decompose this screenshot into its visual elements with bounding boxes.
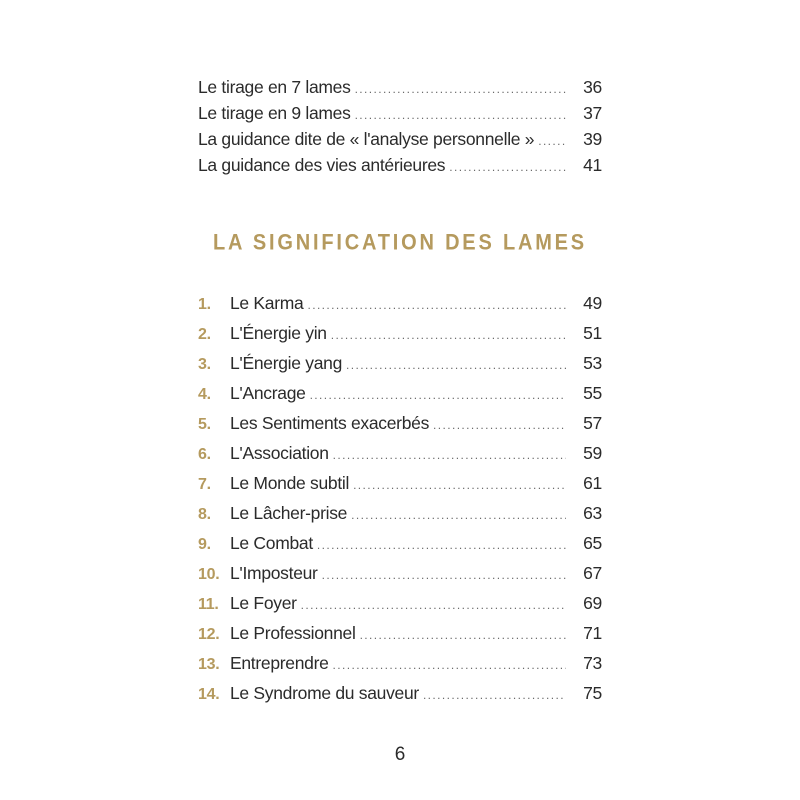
toc-entry-page: 59 [583, 443, 602, 463]
toc-numbered-list [198, 288, 602, 708]
toc-entry-title: La guidance des vies antérieures [198, 155, 446, 175]
toc-entry-title: Le Lâcher-prise [230, 503, 348, 523]
entry-number: 13. [198, 656, 220, 673]
toc-numbered-entry [198, 618, 602, 648]
toc-numbered-entry [198, 558, 602, 588]
toc-entry-title: Le Syndrome du sauveur [230, 683, 419, 703]
dot-leader [433, 410, 566, 440]
page-number: 6 [394, 744, 406, 765]
toc-entry-page: 73 [583, 653, 602, 673]
toc-numbered-entry [198, 468, 602, 498]
toc-numbered-entry [198, 348, 602, 378]
toc-numbered-entry [198, 408, 602, 438]
dot-leader [317, 530, 566, 560]
toc-entry-page: 57 [583, 413, 602, 433]
dot-leader [449, 154, 566, 180]
toc-entry-page: 53 [583, 353, 602, 373]
dot-leader [355, 102, 566, 128]
entry-number: 14. [198, 686, 220, 703]
entry-number: 3. [198, 356, 211, 373]
entry-number: 1. [198, 296, 211, 313]
toc-entry-title: Le Professionnel [230, 623, 356, 643]
toc-numbered-entry [198, 318, 602, 348]
entry-number: 9. [198, 536, 211, 553]
toc-entry-page: 55 [583, 383, 602, 403]
toc-entry [198, 100, 602, 126]
toc-numbered-entry [198, 588, 602, 618]
toc-entry-title: Le tirage en 7 lames [198, 77, 351, 97]
toc-entry-title: Entreprendre [230, 653, 329, 673]
dot-leader [538, 128, 566, 154]
dot-leader [322, 560, 566, 590]
toc-entry [198, 152, 602, 178]
entry-number: 2. [198, 326, 211, 343]
toc-numbered-entry [198, 438, 602, 468]
entry-number: 8. [198, 506, 211, 523]
entry-number: 7. [198, 476, 211, 493]
entry-number: 5. [198, 416, 211, 433]
entry-number: 4. [198, 386, 211, 403]
toc-numbered-entry [198, 648, 602, 678]
toc-entry-page: 71 [583, 623, 602, 643]
toc-entry-page: 61 [583, 473, 602, 493]
dot-leader [331, 320, 566, 350]
entry-number: 12. [198, 626, 220, 643]
toc-entry [198, 74, 602, 100]
toc-entry-page: 65 [583, 533, 602, 553]
toc-entry-page: 36 [583, 77, 602, 97]
toc-numbered-entry [198, 498, 602, 528]
toc-entry-page: 49 [583, 293, 602, 313]
entry-number: 6. [198, 446, 211, 463]
toc-entry-page: 39 [583, 129, 602, 149]
entry-number: 11. [198, 596, 219, 613]
dot-leader [353, 470, 566, 500]
toc-entry-page: 51 [583, 323, 602, 343]
dot-leader [355, 76, 566, 102]
dot-leader [333, 440, 566, 470]
toc-numbered-entry [198, 678, 602, 708]
toc-entry-page: 41 [583, 155, 602, 175]
toc-entry-title: L'Énergie yin [230, 323, 327, 343]
dot-leader [307, 290, 566, 320]
dot-leader [301, 590, 566, 620]
toc-numbered-entry [198, 528, 602, 558]
dot-leader [360, 620, 566, 650]
entry-number: 10. [198, 566, 220, 583]
toc-entry-title: Les Sentiments exacerbés [230, 413, 430, 433]
toc-entry-page: 67 [583, 563, 602, 583]
toc-entry-title: Le Monde subtil [230, 473, 350, 493]
toc-entry-page: 75 [583, 683, 602, 703]
dot-leader [310, 380, 566, 410]
toc-entry [198, 126, 602, 152]
toc-entry-title: Le Foyer [230, 593, 297, 613]
toc-entry-title: Le Karma [230, 293, 304, 313]
toc-numbered-entry [198, 288, 602, 318]
toc-entry-title: L'Énergie yang [230, 353, 343, 373]
toc-top-list [198, 74, 602, 178]
toc-numbered-entry [198, 378, 602, 408]
toc-entry-page: 69 [583, 593, 602, 613]
toc-entry-title: Le tirage en 9 lames [198, 103, 351, 123]
toc-entry-title: L'Association [230, 443, 329, 463]
dot-leader [333, 650, 566, 680]
section-heading: LA SIGNIFICATION DES LAMES [213, 230, 587, 256]
toc-entry-title: La guidance dite de « l'analyse personnelle » [198, 129, 535, 149]
dot-leader [423, 680, 566, 710]
dot-leader [346, 350, 566, 380]
toc-entry-page: 37 [583, 103, 602, 123]
dot-leader [351, 500, 566, 530]
toc-entry-title: Le Combat [230, 533, 313, 553]
toc-entry-page: 63 [583, 503, 602, 523]
toc-entry-title: L'Ancrage [230, 383, 306, 403]
toc-entry-title: L'Imposteur [230, 563, 318, 583]
